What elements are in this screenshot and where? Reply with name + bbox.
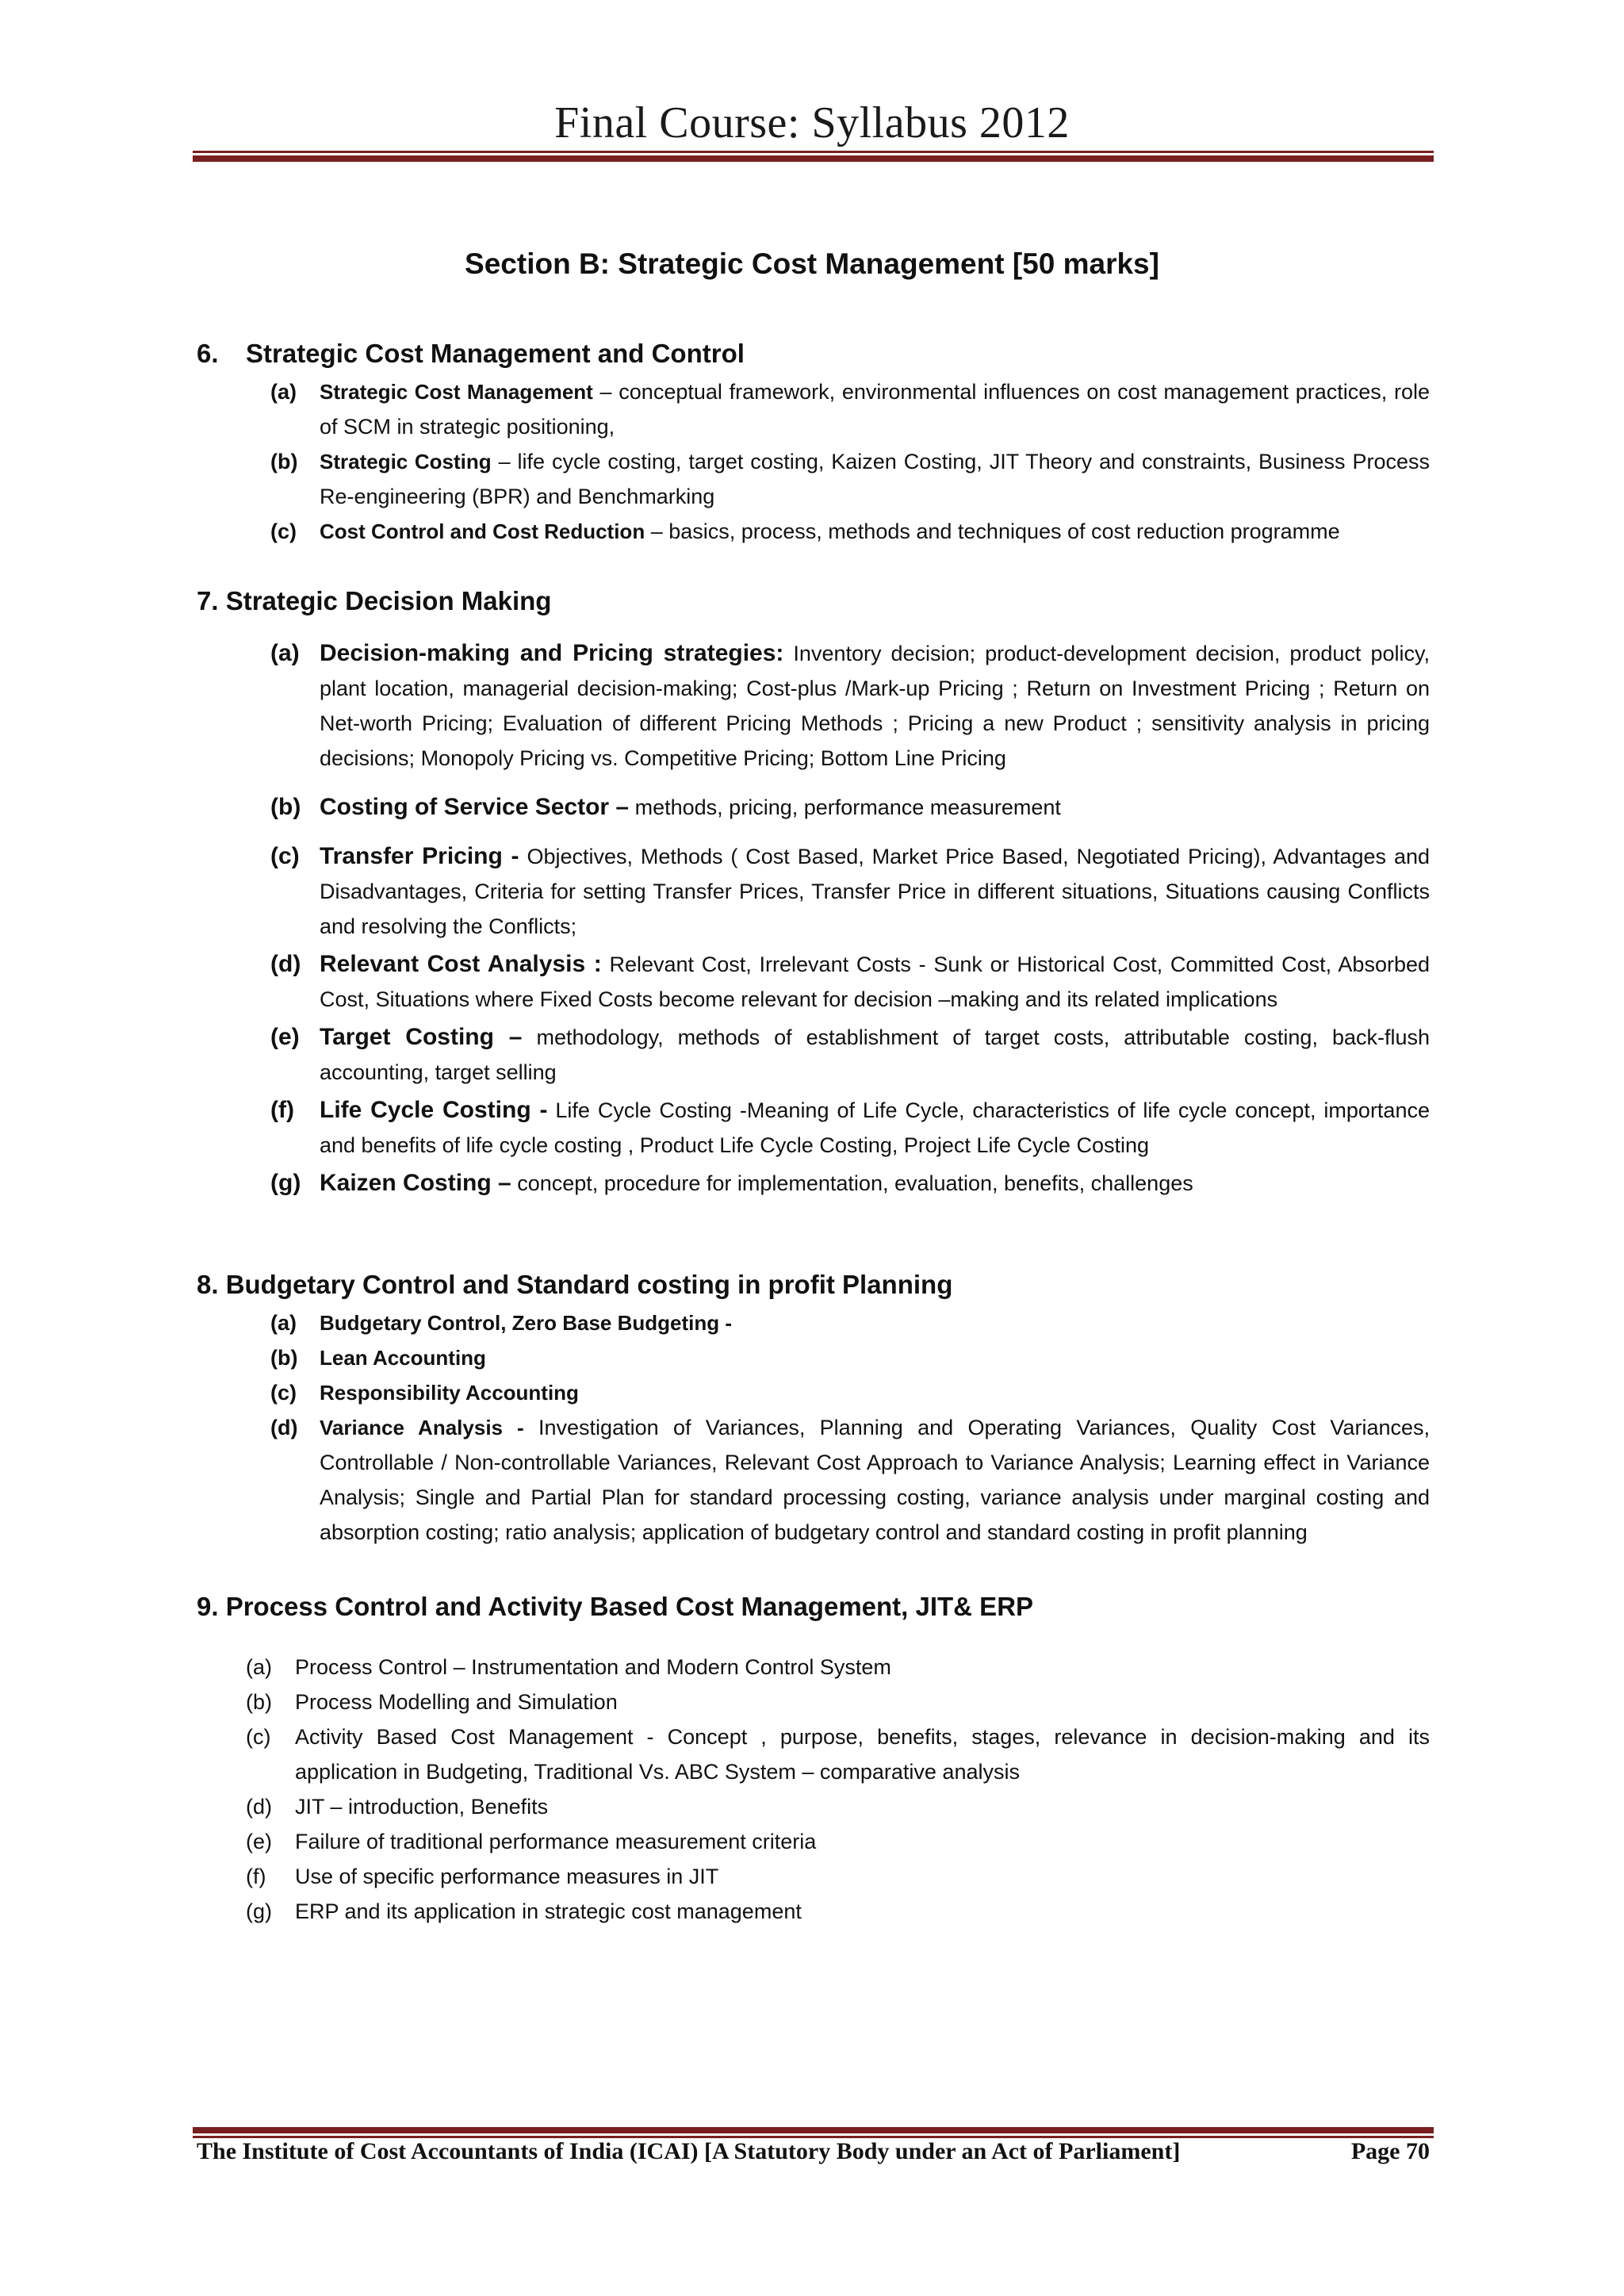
item-lead: Relevant Cost Analysis : [320, 951, 602, 977]
item-lead: Lean Accounting [320, 1346, 486, 1370]
item-marker: (a) [270, 640, 300, 666]
item-lead: Budgetary Control, Zero Base Budgeting - [320, 1311, 733, 1335]
item-lead: Variance Analysis - [320, 1416, 524, 1439]
item-marker: (b) [270, 450, 298, 473]
item-text: Process Control – Instrumentation and Modern Control System [295, 1655, 891, 1679]
section-title: Section B: Strategic Cost Management [50 marks] [465, 247, 1159, 280]
header-rule [193, 151, 1434, 162]
subtopic-list [197, 374, 1430, 549]
item-text: Failure of traditional performance measurement criteria [295, 1830, 817, 1853]
item-text: Use of specific performance measures in JIT [295, 1865, 719, 1888]
item-marker: (d) [270, 951, 301, 977]
item-marker: (c) [270, 843, 300, 869]
page-footer [197, 2138, 1430, 2165]
item-lead: Strategic Cost Management [320, 380, 593, 404]
subtopic-list [197, 636, 1430, 1201]
topic-heading: 8. Budgetary Control and Standard costing in profit Planning [197, 1270, 953, 1299]
topic-heading: 9. Process Control and Activity Based Cost Management, JIT& ERP [197, 1592, 1034, 1621]
item-text: Objectives, Methods ( Cost Based, Market Price Based, Negotiated Pricing), Advantages and Disadvantages, Criteria for setting Transfer Prices, Transfer Price in different situations, Situations causing Conflicts and resolving the Conflicts; [320, 845, 1430, 938]
topic-number: 6. [197, 339, 219, 368]
item-marker: (c) [270, 1381, 297, 1405]
topic-heading [197, 333, 1430, 374]
topic-6 [197, 333, 1430, 549]
item-marker: (g) [246, 1899, 272, 1923]
item-text: methods, pricing, performance measurement [629, 795, 1061, 819]
item-text: – conceptual framework, environmental influences on cost management practices, role of SCM in strategic positioning, [320, 380, 1430, 439]
item-marker: (a) [246, 1655, 272, 1679]
list-item [197, 1859, 1430, 1894]
syllabus-content [197, 333, 1430, 1929]
item-marker: (d) [246, 1795, 272, 1819]
item-text: Inventory decision; product-development decision, product policy, plant location, managerial decision-making; Cost-plus /Mark-up Pricing ; Return on Investment Pricing ; Return on Net-worth Pricing; Evaluation of different Pricing Methods ; Pricing a new Product ; sensitivity analysis in pricing decisions; Monopoly Pricing vs. Competitive Pricing; Bottom Line Pricing [320, 642, 1430, 770]
item-lead: Target Costing – [320, 1024, 523, 1050]
list-item [197, 1305, 1430, 1340]
item-text: Relevant Cost, Irrelevant Costs - Sunk or Historical Cost, Committed Cost, Absorbed Cost, Situations where Fixed Costs become relevant for decision –making and its related implications [320, 953, 1430, 1011]
topic-title: Strategic Cost Management and Control [246, 339, 745, 368]
header-title: Final Course: Syllabus 2012 [554, 98, 1070, 148]
item-marker: (c) [246, 1725, 271, 1749]
item-text: concept, procedure for implementation, evaluation, benefits, challenges [511, 1171, 1193, 1195]
subtopic-list [197, 1305, 1430, 1550]
item-marker: (e) [270, 1024, 300, 1050]
list-item [197, 1685, 1430, 1719]
item-text: – basics, process, methods and techniques of cost reduction programme [645, 519, 1340, 543]
page-header [0, 95, 1624, 151]
list-item [197, 1166, 1430, 1201]
list-item [197, 444, 1430, 514]
subtopic-list [197, 1650, 1430, 1929]
list-item [197, 1824, 1430, 1859]
list-item [197, 1375, 1430, 1410]
item-lead: Strategic Costing [320, 450, 492, 473]
item-text: Life Cycle Costing -Meaning of Life Cycle, characteristics of life cycle concept, importance and benefits of life cycle costing , Product Life Cycle Costing, Project Life Cycle Costing [320, 1098, 1430, 1157]
list-item [197, 514, 1430, 549]
item-marker: (d) [270, 1416, 298, 1439]
list-item [197, 1894, 1430, 1929]
item-marker: (b) [246, 1690, 272, 1714]
topic-heading: 7. Strategic Decision Making [197, 586, 552, 615]
item-lead: Kaizen Costing – [320, 1170, 511, 1196]
list-item [197, 1410, 1430, 1550]
list-item [197, 374, 1430, 444]
item-text: methodology, methods of establishment of target costs, attributable costing, back-flush accounting, target selling [320, 1025, 1430, 1084]
item-text: ERP and its application in strategic cost management [295, 1899, 802, 1923]
list-item [197, 1789, 1430, 1824]
item-marker: (g) [270, 1170, 301, 1196]
item-marker: (a) [270, 380, 297, 404]
footer-institute: The Institute of Cost Accountants of India (ICAI) [A Statutory Body under an Act of Parliament] [197, 2138, 1181, 2164]
footer-rule [193, 2127, 1434, 2138]
item-text: JIT – introduction, Benefits [295, 1795, 549, 1819]
item-lead: Decision-making and Pricing strategies: [320, 640, 784, 666]
item-marker: (c) [270, 519, 297, 543]
item-marker: (b) [270, 794, 301, 820]
item-marker: (a) [270, 1311, 297, 1335]
page-number: Page 70 [1350, 2138, 1430, 2164]
item-lead: Costing of Service Sector – [320, 794, 630, 820]
item-lead: Responsibility Accounting [320, 1381, 579, 1405]
topic-8 [197, 1264, 1430, 1550]
list-item [197, 1093, 1430, 1163]
list-item [197, 839, 1430, 944]
item-marker: (f) [246, 1865, 266, 1888]
list-item [197, 1020, 1430, 1090]
list-item [197, 1719, 1430, 1789]
item-text: Investigation of Variances, Planning and Operating Variances, Quality Cost Variances, Controllable / Non-controllable Variances, Relevant Cost Approach to Variance Analysis; Learning effect in Variance Analysis; Single and Partial Plan for standard processing costing, variance analysis under marginal costing and absorption costing; ratio analysis; application of budgetary control and standard costing in profit planning [320, 1416, 1430, 1544]
topic-7 [197, 581, 1430, 1201]
list-item [197, 1340, 1430, 1375]
item-lead: Life Cycle Costing - [320, 1097, 548, 1123]
item-text: – life cycle costing, target costing, Kaizen Costing, JIT Theory and constraints, Business Process Re-engineering (BPR) and Benchmarking [320, 450, 1431, 508]
list-item [197, 636, 1430, 776]
list-item [197, 1650, 1430, 1685]
list-item [197, 790, 1430, 825]
item-marker: (b) [270, 1346, 298, 1370]
item-text: Activity Based Cost Management - Concept , purpose, benefits, stages, relevance in decision-making and its application in Budgeting, Traditional Vs. ABC System – comparative analysis [295, 1725, 1430, 1784]
item-marker: (e) [246, 1830, 272, 1853]
list-item [197, 947, 1430, 1017]
item-lead: Cost Control and Cost Reduction [320, 519, 645, 543]
topic-9 [197, 1586, 1430, 1929]
item-marker: (f) [270, 1097, 294, 1123]
item-text: Process Modelling and Simulation [295, 1690, 618, 1714]
item-lead: Transfer Pricing - [320, 843, 519, 869]
